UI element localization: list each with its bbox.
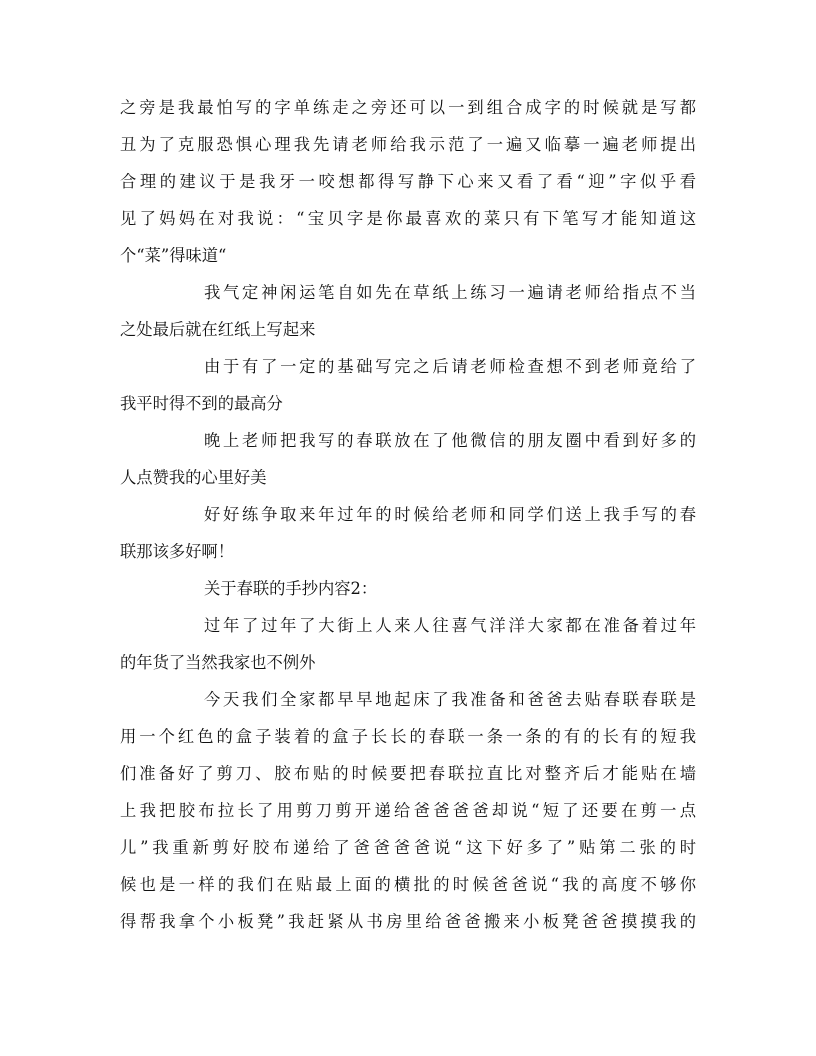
paragraph-first-line: 晚上老师把我写的春联放在了他微信的朋友圈中看到好多的 (204, 431, 696, 450)
paragraph-first-line: 过年了过年了大街上人来人往喜气洋洋大家都在准备着过年 (204, 616, 696, 635)
text-line: 的年货了当然我家也不例外 (120, 653, 316, 672)
text-line: 候也是一样的我们在贴最上面的横批的时候爸爸说“我的高度不够你 (120, 875, 696, 894)
text-line: 们准备好了剪刀、胶布贴的时候要把春联拉直比对整齐后才能贴在墙 (120, 764, 696, 783)
text-line: 丑为了克服恐惧心理我先请老师给我示范了一遍又临摹一遍老师提出 (120, 135, 696, 154)
text-line: 上我把胶布拉长了用剪刀剪开递给爸爸爸爸却说“短了还要在剪一点 (120, 801, 696, 820)
text-line: 之旁是我最怕写的字单练走之旁还可以一到组合成字的时候就是写都 (120, 98, 696, 117)
paragraph-first-line: 由于有了一定的基础写完之后请老师检查想不到老师竟给了 (204, 357, 696, 376)
text-line: 见了妈妈在对我说：“宝贝字是你最喜欢的菜只有下笔写才能知道这 (120, 209, 696, 228)
text-line: 联那该多好啊！ (120, 542, 234, 561)
text-line: 个“菜”得味道“ (120, 246, 227, 265)
paragraph-first-line: 好好练争取来年过年的时候给老师和同学们送上我手写的春 (204, 505, 696, 524)
text-line: 得帮我拿个小板凳”我赶紧从书房里给爸爸搬来小板凳爸爸摸摸我的 (120, 912, 696, 931)
text-line: 之处最后就在红纸上写起来 (120, 320, 316, 339)
paragraph-first-line: 我气定神闲运笔自如先在草纸上练习一遍请老师给指点不当 (204, 283, 696, 302)
text-line: 儿”我重新剪好胶布递给了爸爸爸爸说“这下好多了”贴第二张的时 (120, 838, 696, 857)
section-heading: 关于春联的手抄内容2： (204, 579, 378, 598)
text-line: 我平时得不到的最高分 (120, 394, 283, 413)
text-line: 合理的建议于是我牙一咬想都得写静下心来又看了看“迎”字似乎看 (120, 172, 696, 191)
paragraph-first-line: 今天我们全家都早早地起床了我准备和爸爸去贴春联春联是 (204, 690, 696, 709)
text-line: 用一个红色的盒子装着的盒子长长的春联一条一条的有的长有的短我 (120, 727, 696, 746)
text-line: 人点赞我的心里好美 (120, 468, 267, 487)
